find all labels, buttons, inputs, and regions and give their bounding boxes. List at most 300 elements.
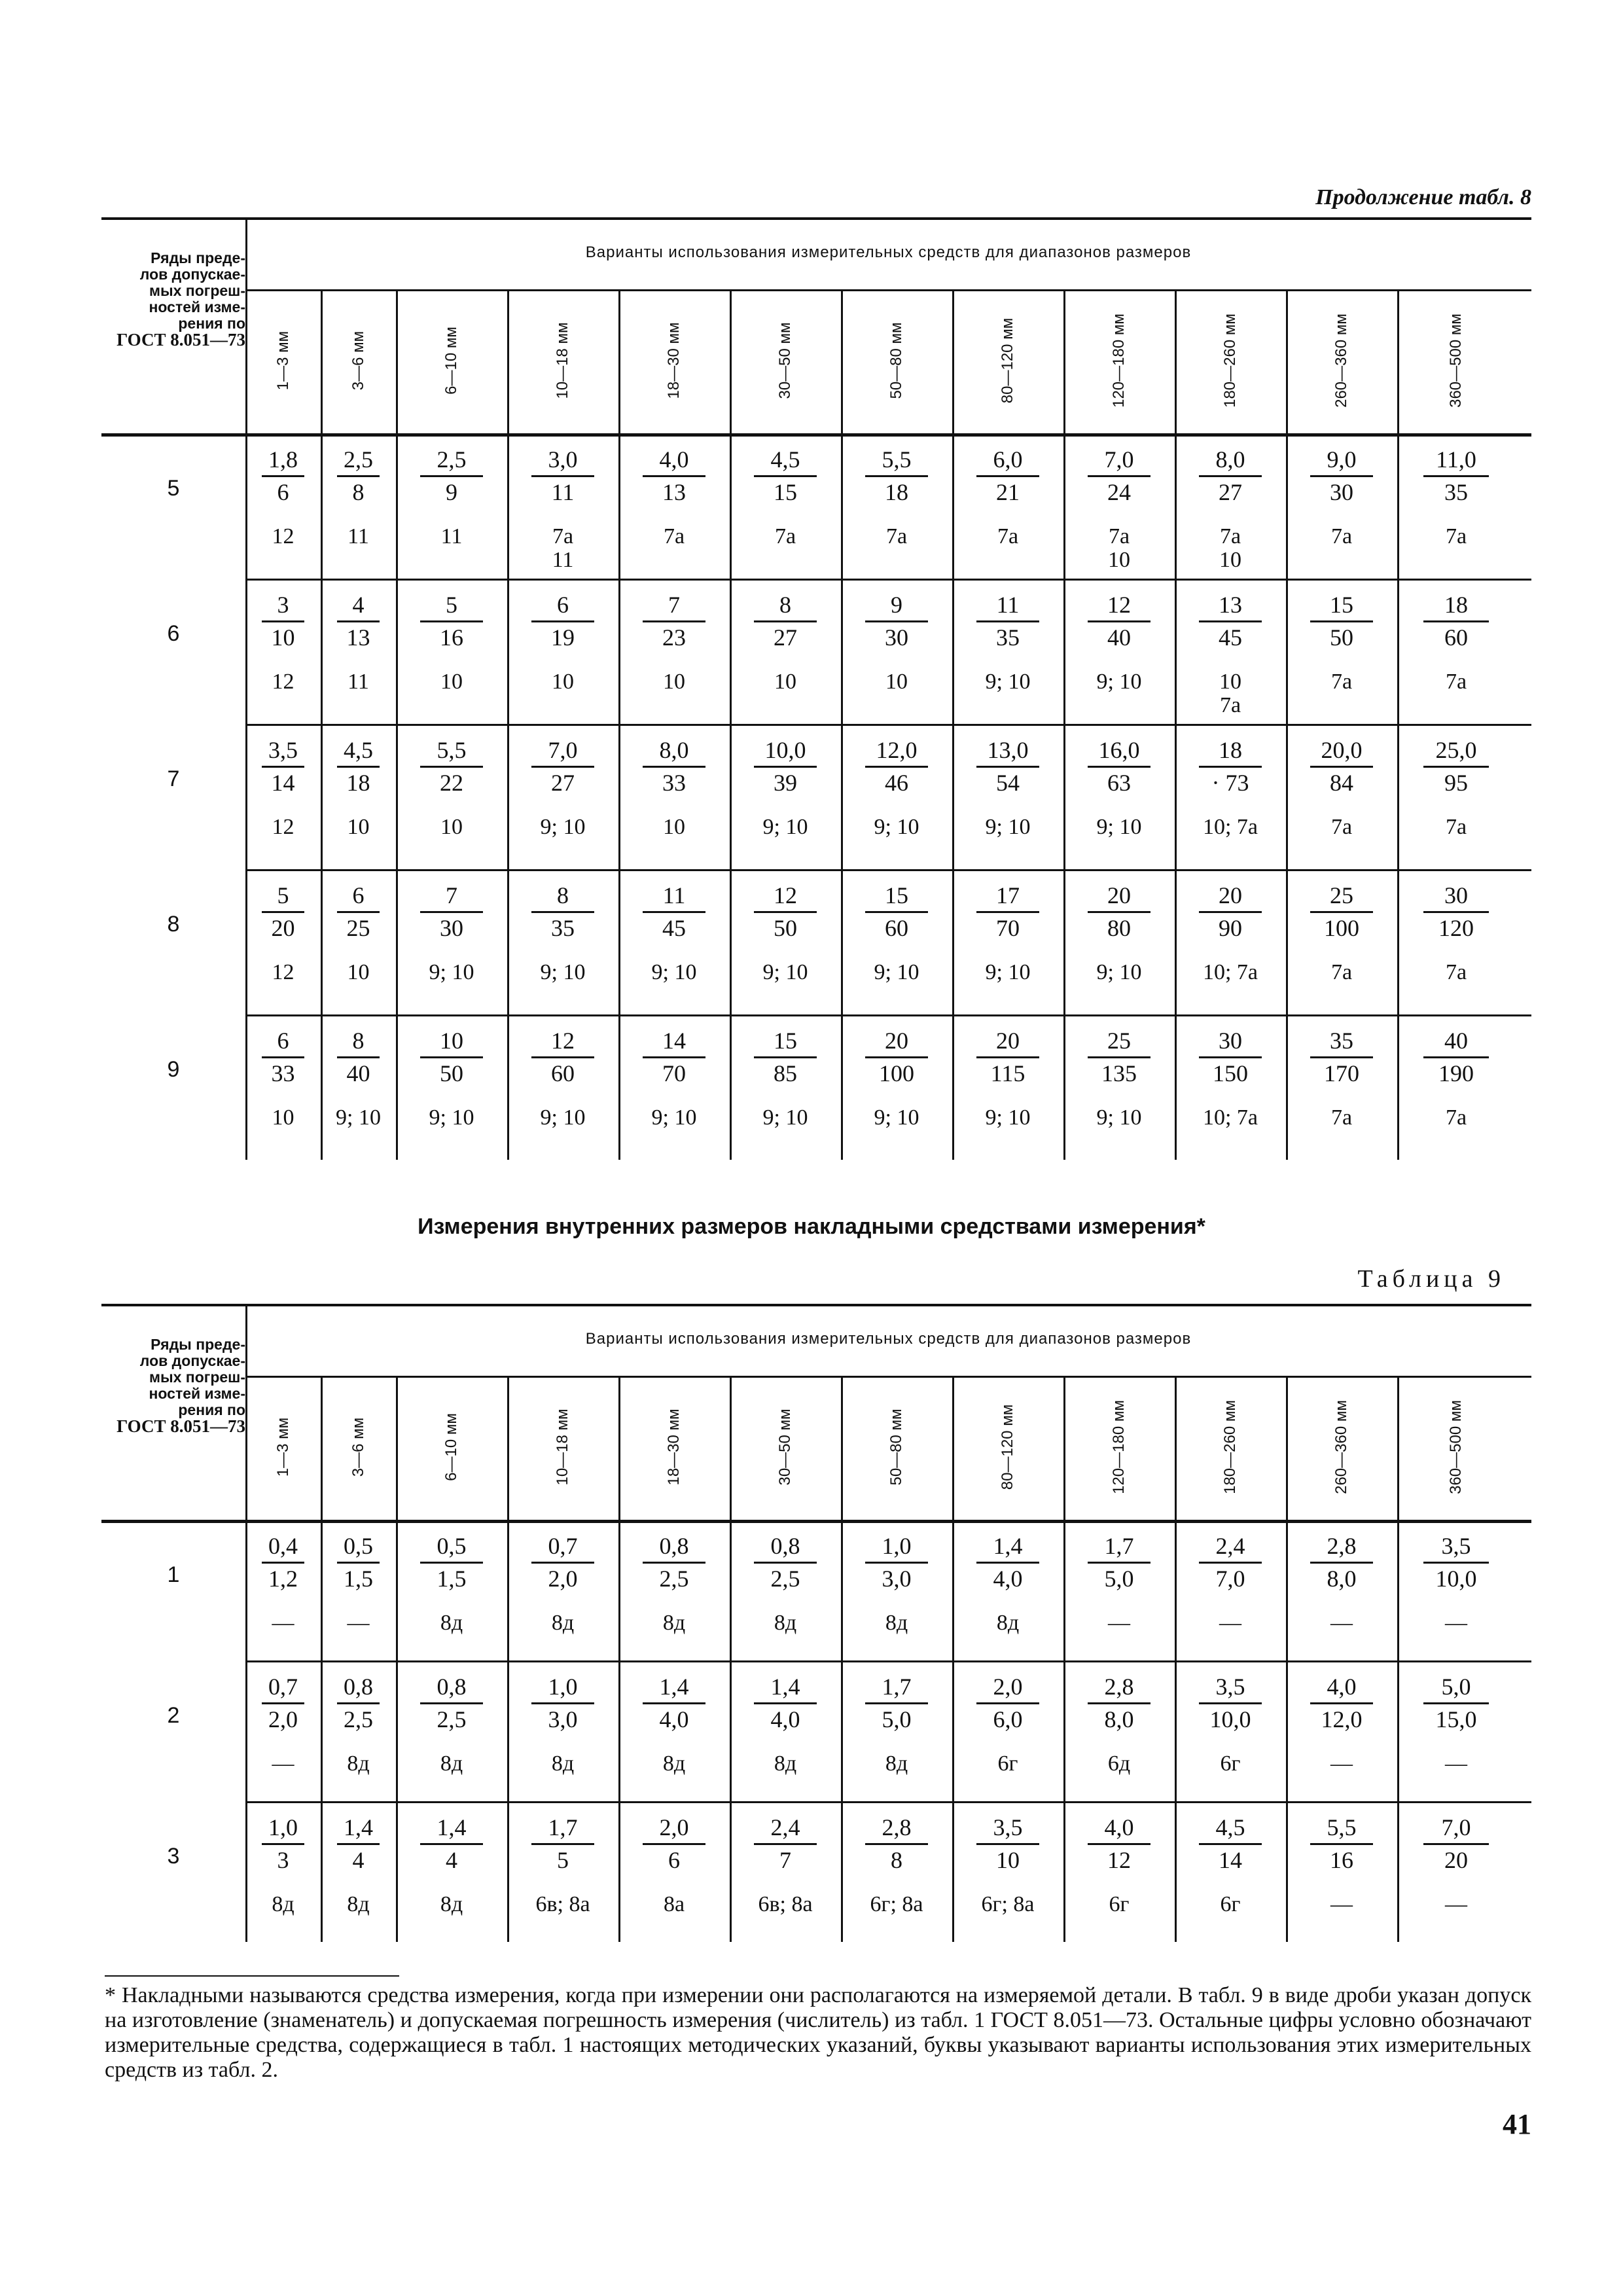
table-cell: [1175, 1674, 1286, 1798]
row-header-line: Ряды преде-: [151, 249, 245, 266]
column-header: [1286, 291, 1397, 431]
variant-value: 7а: [885, 524, 908, 548]
tolerance-numerator: 15: [774, 1028, 797, 1054]
table-9-title: Измерения внутренних размеров накладными средствами измерения*: [418, 1214, 1205, 1239]
table-cell: [245, 592, 321, 721]
tolerance-denominator: 10: [271, 624, 295, 651]
variant-value: 9; 10: [336, 1105, 381, 1130]
tolerance-denominator: 120: [1438, 915, 1474, 941]
fraction-bar: [262, 911, 304, 913]
variant-value: —: [272, 1751, 294, 1776]
fraction-bar: [1088, 1562, 1150, 1564]
column-header-label: 18—30 мм: [665, 322, 683, 399]
variant-value: 10: [347, 815, 370, 839]
table-cell: [618, 1028, 730, 1157]
table-cell: [1063, 882, 1175, 1011]
row-header-line: рения по: [178, 1401, 245, 1418]
table-cell: [1175, 1814, 1286, 1939]
table-cell: [1397, 1674, 1515, 1798]
tolerance-denominator: 27: [1219, 479, 1242, 505]
tolerance-numerator: 7: [668, 592, 680, 618]
tolerance-denominator: 35: [996, 624, 1020, 651]
table-cell: [396, 882, 507, 1011]
tolerance-denominator: 5: [557, 1847, 569, 1873]
fraction-bar: [531, 620, 594, 622]
tolerance-denominator: 70: [996, 915, 1020, 941]
table-cell: [1175, 737, 1286, 866]
fraction-bar: [754, 1843, 816, 1845]
variant-value: 8д: [551, 1611, 575, 1635]
table-cell: [245, 446, 321, 575]
fraction-bar: [531, 1702, 594, 1704]
tolerance-denominator: 39: [774, 770, 797, 796]
fraction-bar: [976, 620, 1039, 622]
tolerance-denominator: 40: [1107, 624, 1131, 651]
tolerance-denominator: 115: [990, 1060, 1026, 1086]
tolerance-numerator: 2,8: [1104, 1674, 1134, 1700]
variants-title: Варианты использования измерительных средств для диапазонов размеров: [585, 243, 1192, 261]
variant-value: 7а: [774, 524, 796, 548]
tolerance-denominator: 4: [446, 1847, 457, 1873]
fraction-bar: [262, 1843, 304, 1845]
variant-value: 8д: [885, 1611, 908, 1635]
fraction-bar: [643, 1843, 705, 1845]
tolerance-denominator: 10,0: [1435, 1566, 1477, 1592]
tolerance-numerator: 2,5: [344, 446, 373, 473]
variant-value: 12: [272, 670, 294, 694]
fraction-bar: [337, 1562, 379, 1564]
fraction-bar: [1423, 1702, 1489, 1704]
column-header-label: 1—3 мм: [274, 331, 292, 391]
fraction-bar: [1310, 766, 1372, 768]
column-header-label: 120—180 мм: [1110, 1400, 1128, 1494]
variant-value: 9; 10: [1096, 815, 1142, 839]
variant-value: 6г: [997, 1751, 1018, 1776]
variant-value: 9; 10: [985, 1105, 1031, 1130]
tolerance-numerator: 6,0: [993, 446, 1023, 473]
variant-value: 7а: [1445, 960, 1467, 984]
variant-value: —: [347, 1611, 370, 1635]
variant-value: 10: [552, 670, 574, 694]
tolerance-denominator: 150: [1213, 1060, 1248, 1086]
tolerance-numerator: 25: [1330, 882, 1353, 908]
row-header-line: лов допускае-: [139, 1352, 245, 1369]
tolerance-numerator: 17: [996, 882, 1020, 908]
table-cell: [1286, 1814, 1397, 1939]
tolerance-denominator: 5,0: [882, 1706, 912, 1732]
tolerance-denominator: 6: [277, 479, 289, 505]
tolerance-denominator: 45: [1219, 624, 1242, 651]
variant-value: 12: [272, 815, 294, 839]
group-divider: [245, 724, 1531, 726]
tolerance-denominator: 16: [1330, 1847, 1353, 1873]
variant-value: 10: [440, 815, 463, 839]
column-header-label: 6—10 мм: [442, 1413, 460, 1481]
table-cell: [1286, 737, 1397, 866]
variant-value: 9; 10: [762, 815, 808, 839]
tolerance-denominator: 24: [1107, 479, 1131, 505]
row-header-gost: ГОСТ 8.051—73: [116, 330, 245, 350]
tolerance-denominator: 4,0: [993, 1566, 1023, 1592]
tolerance-denominator: 2,5: [659, 1566, 689, 1592]
tolerance-numerator: 6: [352, 882, 365, 908]
table-cell: [321, 882, 396, 1011]
tolerance-numerator: 40: [1444, 1028, 1468, 1054]
fraction-bar: [1423, 475, 1489, 477]
tolerance-numerator: 0,8: [437, 1674, 467, 1700]
column-header: [507, 291, 618, 431]
fraction-bar: [337, 911, 379, 913]
column-header: [1397, 291, 1515, 431]
continuation-label: Продолжение табл. 8: [1315, 185, 1531, 209]
fraction-bar: [1310, 620, 1372, 622]
variant-value: —: [1445, 1751, 1467, 1776]
fraction-bar: [1088, 1702, 1150, 1704]
variant-value: 9; 10: [1096, 960, 1142, 984]
tolerance-denominator: 15: [774, 479, 797, 505]
tolerance-denominator: 60: [551, 1060, 575, 1086]
table-cell: [618, 1533, 730, 1657]
column-header: [730, 291, 841, 431]
variant-value: 12: [272, 960, 294, 984]
tolerance-denominator: 14: [1219, 1847, 1242, 1873]
table-cell: [507, 737, 618, 866]
fraction-bar: [531, 475, 594, 477]
column-header: [618, 291, 730, 431]
table-cell: [321, 592, 396, 721]
variant-value: 8д: [885, 1751, 908, 1776]
variant-value: 9; 10: [874, 815, 919, 839]
fraction-bar: [754, 911, 816, 913]
variant-value: —: [1330, 1751, 1353, 1776]
tolerance-numerator: 14: [662, 1028, 686, 1054]
tolerance-denominator: 50: [774, 915, 797, 941]
table-cell: [321, 737, 396, 866]
tolerance-numerator: 0,8: [659, 1533, 689, 1559]
tolerance-numerator: 1,4: [659, 1674, 689, 1700]
fraction-bar: [865, 911, 927, 913]
tolerance-numerator: 5,5: [1327, 1814, 1357, 1840]
variant-value: 6г; 8а: [981, 1892, 1035, 1916]
table-cell: [1397, 1814, 1515, 1939]
tolerance-numerator: 2,4: [1215, 1533, 1245, 1559]
tolerance-denominator: 18: [346, 770, 370, 796]
variant-value: 9; 10: [429, 1105, 474, 1130]
table-cell: [245, 737, 321, 866]
fraction-bar: [1310, 911, 1372, 913]
table-cell: [1175, 1028, 1286, 1157]
tolerance-numerator: 4,5: [1215, 1814, 1245, 1840]
tolerance-denominator: 4,0: [659, 1706, 689, 1732]
table-cell: [321, 446, 396, 575]
table-cell: [1063, 1028, 1175, 1157]
fraction-bar: [262, 766, 304, 768]
table-cell: [730, 1674, 841, 1798]
footnote-divider: [105, 1975, 399, 1977]
row-header-line: Ряды преде-: [151, 1336, 245, 1353]
tolerance-denominator: 8: [352, 479, 365, 505]
fraction-bar: [754, 1562, 816, 1564]
column-header-label: 80—120 мм: [999, 317, 1016, 404]
tolerance-denominator: 14: [271, 770, 295, 796]
tolerance-numerator: 35: [1330, 1028, 1353, 1054]
variant-value: 9; 10: [985, 670, 1031, 694]
tolerance-numerator: 12,0: [876, 737, 918, 763]
fraction-bar: [262, 1056, 304, 1058]
variant-value: 7а: [1330, 670, 1353, 694]
tolerance-denominator: 2,0: [548, 1566, 578, 1592]
tolerance-denominator: 40: [346, 1060, 370, 1086]
fraction-bar: [1088, 1843, 1150, 1845]
tolerance-denominator: 27: [774, 624, 797, 651]
table-9: [101, 1304, 1531, 1945]
variant-value: —: [1219, 1611, 1241, 1635]
variant-value: 7а: [1330, 1105, 1353, 1130]
tolerance-numerator: 10: [440, 1028, 463, 1054]
fraction-bar: [643, 1056, 705, 1058]
column-header: [730, 1377, 841, 1517]
tolerance-numerator: 7,0: [548, 737, 578, 763]
tolerance-denominator: 6,0: [993, 1706, 1023, 1732]
column-header: [841, 1377, 952, 1517]
tolerance-numerator: 1,8: [268, 446, 298, 473]
table-cell: [1063, 592, 1175, 721]
group-divider: [245, 579, 1531, 581]
row-label: 9: [167, 1057, 180, 1082]
header-rule: [101, 433, 1531, 437]
table-cell: [396, 1533, 507, 1657]
tolerance-denominator: 23: [662, 624, 686, 651]
variant-value: 11: [440, 524, 463, 548]
page-number: 41: [1503, 2108, 1531, 2140]
row-header-line: ностей изме-: [149, 298, 245, 315]
row-header-line: мых погреш-: [149, 1369, 245, 1386]
row-header-line: мых погреш-: [149, 282, 245, 299]
tolerance-denominator: 22: [440, 770, 463, 796]
variant-value: 7а: [1330, 524, 1353, 548]
fraction-bar: [262, 475, 304, 477]
variant-value: —: [1445, 1611, 1467, 1635]
column-header: [396, 291, 507, 431]
tolerance-numerator: 8: [557, 882, 569, 908]
tolerance-numerator: 3,5: [1441, 1533, 1471, 1559]
tolerance-numerator: 2,8: [1327, 1533, 1357, 1559]
table-cell: [952, 1028, 1063, 1157]
fraction-bar: [865, 475, 927, 477]
table-cell: [618, 446, 730, 575]
header-rule: [101, 1520, 1531, 1523]
variant-value: 8д: [440, 1611, 463, 1635]
group-divider: [245, 1801, 1531, 1803]
column-header-label: 6—10 мм: [442, 327, 460, 395]
variant-value: 8а: [663, 1892, 685, 1916]
tolerance-numerator: 25,0: [1435, 737, 1477, 763]
tolerance-numerator: 12: [1107, 592, 1131, 618]
variants-title: Варианты использования измерительных средств для диапазонов размеров: [585, 1330, 1192, 1348]
tolerance-denominator: 63: [1107, 770, 1131, 796]
column-header-label: 30—50 мм: [776, 322, 794, 399]
fraction-bar: [976, 1702, 1039, 1704]
tolerance-denominator: 30: [885, 624, 908, 651]
column-header-label: 1—3 мм: [274, 1417, 292, 1477]
tolerance-denominator: 7,0: [1215, 1566, 1245, 1592]
tolerance-numerator: 7: [446, 882, 457, 908]
fraction-bar: [1088, 475, 1150, 477]
fraction-bar: [337, 766, 379, 768]
table-cell: [1397, 882, 1515, 1011]
table-cell: [618, 592, 730, 721]
tolerance-numerator: 11: [662, 882, 686, 908]
table-cell: [841, 1028, 952, 1157]
table-cell: [245, 1533, 321, 1657]
column-header: [1286, 1377, 1397, 1517]
column-header-label: 10—18 мм: [554, 322, 571, 399]
fraction-bar: [865, 1702, 927, 1704]
column-header: [952, 1377, 1063, 1517]
tolerance-denominator: 2,0: [268, 1706, 298, 1732]
fraction-bar: [1310, 1843, 1372, 1845]
tolerance-denominator: 3,0: [548, 1706, 578, 1732]
fraction-bar: [1423, 1843, 1489, 1845]
table-cell: [1175, 446, 1286, 575]
table-cell: [730, 737, 841, 866]
tolerance-denominator: 5,0: [1104, 1566, 1134, 1592]
variant-value: 9; 10: [762, 1105, 808, 1130]
column-header: [952, 291, 1063, 431]
column-header: [1175, 1377, 1286, 1517]
fraction-bar: [643, 1702, 705, 1704]
fraction-bar: [865, 766, 927, 768]
variant-value: 12: [272, 524, 294, 548]
table-cell: [507, 1533, 618, 1657]
column-header-label: 120—180 мм: [1110, 314, 1128, 408]
column-header-label: 3—6 мм: [349, 1417, 367, 1477]
variant-value: 9; 10: [651, 960, 697, 984]
fraction-bar: [643, 1562, 705, 1564]
fraction-bar: [1199, 1562, 1261, 1564]
variant-value: 10; 7а: [1202, 815, 1258, 839]
column-header: [245, 1377, 321, 1517]
tolerance-denominator: 46: [885, 770, 908, 796]
tolerance-numerator: 30: [1444, 882, 1468, 908]
variant-value: 6г; 8а: [870, 1892, 923, 1916]
column-header-label: 50—80 мм: [887, 1408, 905, 1486]
table-cell: [841, 446, 952, 575]
tolerance-numerator: 4,0: [1327, 1674, 1357, 1700]
tolerance-denominator: · 73: [1211, 770, 1249, 796]
tolerance-numerator: 9,0: [1327, 446, 1357, 473]
tolerance-denominator: 13: [662, 479, 686, 505]
fraction-bar: [1088, 911, 1150, 913]
fraction-bar: [976, 1562, 1039, 1564]
table-cell: [730, 592, 841, 721]
variant-value: 9; 10: [1096, 1105, 1142, 1130]
column-header-label: 10—18 мм: [554, 1408, 571, 1486]
row-label: 3: [167, 1844, 180, 1869]
variant-value: 8д: [996, 1611, 1020, 1635]
table-cell: [730, 1028, 841, 1157]
variant-value: 6в; 8а: [535, 1892, 590, 1916]
tolerance-denominator: 95: [1444, 770, 1468, 796]
tolerance-numerator: 0,8: [344, 1674, 373, 1700]
table-cell: [730, 1533, 841, 1657]
table-cell: [618, 1674, 730, 1798]
variant-value: 7а: [1445, 815, 1467, 839]
table-cell: [841, 737, 952, 866]
tolerance-numerator: 9: [891, 592, 902, 618]
column-header-label: 30—50 мм: [776, 1408, 794, 1486]
tolerance-numerator: 0,8: [770, 1533, 800, 1559]
fraction-bar: [337, 1056, 379, 1058]
tolerance-denominator: 50: [1330, 624, 1353, 651]
fraction-bar: [420, 1562, 482, 1564]
fraction-bar: [1088, 766, 1150, 768]
variant-value: 6в; 8а: [758, 1892, 813, 1916]
variant-value: 10: [663, 670, 685, 694]
variant-value: 8д: [440, 1892, 463, 1916]
tolerance-denominator: 2,5: [344, 1706, 373, 1732]
fraction-bar: [754, 475, 816, 477]
fraction-bar: [531, 1056, 594, 1058]
tolerance-numerator: 2,0: [993, 1674, 1023, 1700]
variant-value: 6г: [1220, 1892, 1241, 1916]
table-cell: [507, 1028, 618, 1157]
tolerance-numerator: 20,0: [1321, 737, 1363, 763]
table-cell: [841, 1533, 952, 1657]
tolerance-numerator: 5,5: [882, 446, 912, 473]
tolerance-denominator: 15,0: [1435, 1706, 1477, 1732]
tolerance-numerator: 20: [996, 1028, 1020, 1054]
tolerance-denominator: 11: [551, 479, 575, 505]
tolerance-numerator: 11,0: [1436, 446, 1476, 473]
fraction-bar: [976, 766, 1039, 768]
tolerance-numerator: 1,4: [770, 1674, 800, 1700]
table-cell: [1063, 1674, 1175, 1798]
tolerance-denominator: 84: [1330, 770, 1353, 796]
fraction-bar: [976, 475, 1039, 477]
variant-value: 9; 10: [651, 1105, 697, 1130]
variant-value: 10: [347, 960, 370, 984]
variant-value: 9; 10: [762, 960, 808, 984]
variant-value: 8д: [347, 1892, 370, 1916]
fraction-bar: [1423, 1562, 1489, 1564]
variant-value: 7а 10: [1108, 524, 1130, 572]
variant-value: 8д: [774, 1751, 797, 1776]
tolerance-numerator: 1,7: [1104, 1533, 1134, 1559]
variant-value: 9; 10: [429, 960, 474, 984]
tolerance-denominator: 6: [668, 1847, 680, 1873]
fraction-bar: [420, 766, 482, 768]
row-label: 2: [167, 1703, 180, 1728]
variant-value: 6д: [1107, 1751, 1131, 1776]
fraction-bar: [1199, 1702, 1261, 1704]
fraction-bar: [531, 911, 594, 913]
fraction-bar: [420, 911, 482, 913]
variant-value: 8д: [272, 1892, 294, 1916]
column-header-label: 18—30 мм: [665, 1408, 683, 1486]
column-header: [1063, 1377, 1175, 1517]
fraction-bar: [337, 1843, 379, 1845]
column-header-label: 260—360 мм: [1332, 1400, 1350, 1494]
row-label: 8: [167, 912, 180, 937]
row-header-line: ностей изме-: [149, 1385, 245, 1402]
row-label: 7: [167, 766, 180, 791]
tolerance-denominator: 35: [551, 915, 575, 941]
table-cell: [507, 592, 618, 721]
tolerance-denominator: 10,0: [1209, 1706, 1251, 1732]
table-cell: [396, 1674, 507, 1798]
tolerance-denominator: 70: [662, 1060, 686, 1086]
